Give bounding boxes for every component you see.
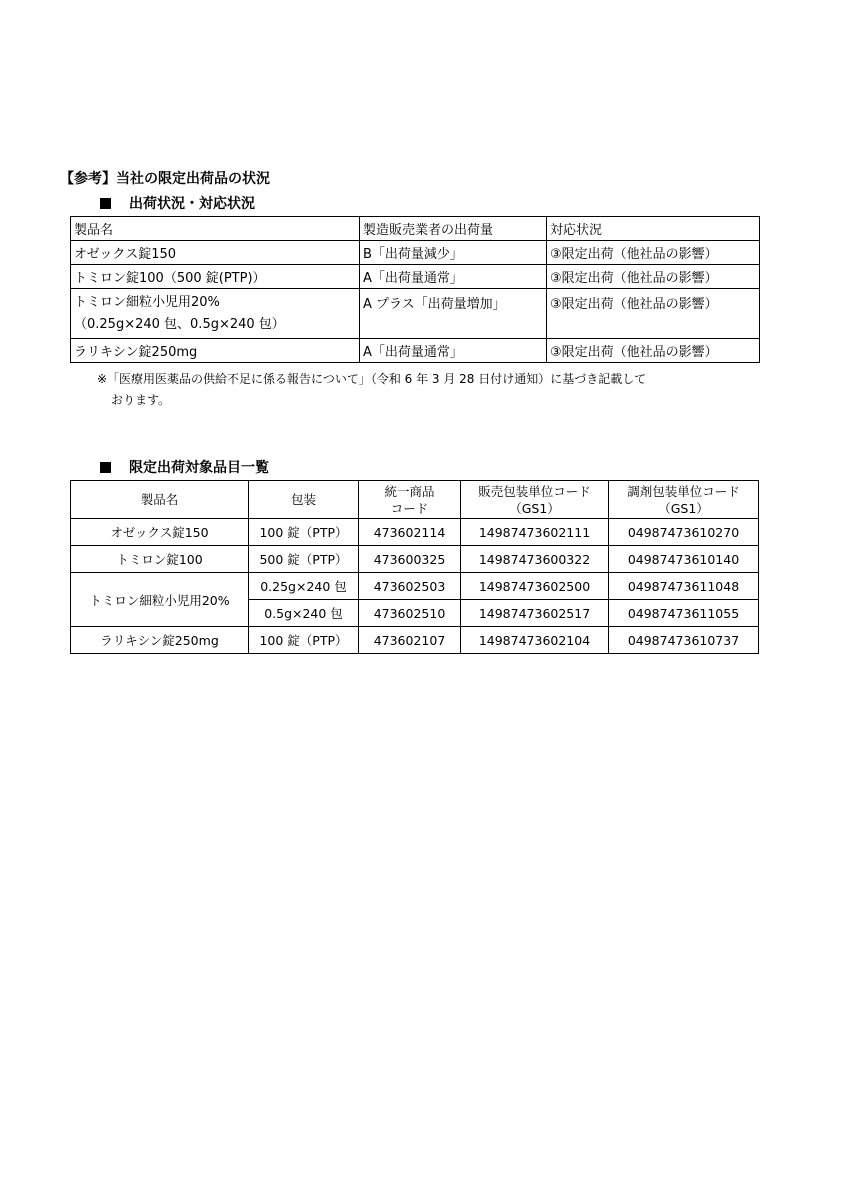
table-row (71, 265, 760, 289)
jan-code: 473602114 (359, 519, 461, 546)
dispensing-package-code: 04987473611055 (609, 600, 759, 627)
response-status: ③限定出荷（他社品の影響） (547, 265, 760, 289)
product-name: ラリキシン錠250mg (71, 339, 360, 363)
dispensing-package-code: 04987473610270 (609, 519, 759, 546)
table-header-row (71, 481, 759, 519)
product-name: ラリキシン錠250mg (71, 627, 249, 654)
table-row (71, 627, 759, 654)
footnote (97, 369, 777, 411)
package: 500 錠（PTP） (249, 546, 359, 573)
header-sales-package-code: 販売包装単位コード （GS1） (461, 481, 609, 519)
sales-package-code: 14987473602517 (461, 600, 609, 627)
shipping-volume: A「出荷量通常」 (360, 339, 547, 363)
footnote-line-1: ※「医療用医薬品の供給不足に係る報告について」（令和 6 年 3 月 28 日付け通知）に基づき記載して (97, 372, 647, 386)
response-status: ③限定出荷（他社品の影響） (547, 289, 760, 339)
product-name: トミロン細粒小児用20% (71, 573, 249, 627)
table-row (71, 241, 760, 265)
table-row (71, 519, 759, 546)
package: 0.5g×240 包 (249, 600, 359, 627)
product-name: トミロン錠100（500 錠(PTP)） (71, 265, 360, 289)
square-bullet-icon (100, 198, 111, 209)
shipping-status-table (70, 216, 760, 363)
jan-code: 473600325 (359, 546, 461, 573)
product-name: トミロン細粒小児用20% (74, 295, 220, 310)
header-product-name: 製品名 (71, 217, 360, 241)
product-name-cell (71, 289, 360, 339)
product-name: オゼックス錠150 (71, 519, 249, 546)
section-title: 限定出荷対象品目一覧 (129, 460, 269, 476)
jan-code: 473602107 (359, 627, 461, 654)
page-heading: 【参考】当社の限定出荷品の状況 (60, 171, 270, 187)
shipping-volume: A「出荷量通常」 (360, 265, 547, 289)
header-jan-code: 統一商品 コード (359, 481, 461, 519)
package: 100 錠（PTP） (249, 627, 359, 654)
table-header-row (71, 217, 760, 241)
product-name: オゼックス錠150 (71, 241, 360, 265)
jan-code: 473602510 (359, 600, 461, 627)
response-status: ③限定出荷（他社品の影響） (547, 241, 760, 265)
product-package-detail: （0.25g×240 包、0.5g×240 包） (74, 317, 285, 332)
table-row (71, 339, 760, 363)
response-status: ③限定出荷（他社品の影響） (547, 339, 760, 363)
shipping-volume: A プラス「出荷量増加」 (360, 289, 547, 339)
sales-package-code: 14987473602104 (461, 627, 609, 654)
sales-package-code: 14987473600322 (461, 546, 609, 573)
table-row (71, 573, 759, 600)
section-title: 出荷状況・対応状況 (129, 196, 255, 212)
package: 0.25g×240 包 (249, 573, 359, 600)
section-heading-product-list (100, 457, 269, 477)
section-heading-shipping-status (100, 193, 255, 213)
header-dispensing-package-code: 調剤包装単位コード （GS1） (609, 481, 759, 519)
dispensing-package-code: 04987473611048 (609, 573, 759, 600)
header-shipping-volume: 製造販売業者の出荷量 (360, 217, 547, 241)
table-row (71, 546, 759, 573)
footnote-line-2: おります。 (111, 393, 171, 407)
jan-code: 473602503 (359, 573, 461, 600)
product-name: トミロン錠100 (71, 546, 249, 573)
dispensing-package-code: 04987473610140 (609, 546, 759, 573)
sales-package-code: 14987473602500 (461, 573, 609, 600)
header-package: 包装 (249, 481, 359, 519)
sales-package-code: 14987473602111 (461, 519, 609, 546)
restricted-products-table (70, 480, 759, 654)
square-bullet-icon (100, 462, 111, 473)
package: 100 錠（PTP） (249, 519, 359, 546)
dispensing-package-code: 04987473610737 (609, 627, 759, 654)
table-row (71, 289, 760, 339)
header-response-status: 対応状況 (547, 217, 760, 241)
shipping-volume: B「出荷量減少」 (360, 241, 547, 265)
header-product-name: 製品名 (71, 481, 249, 519)
